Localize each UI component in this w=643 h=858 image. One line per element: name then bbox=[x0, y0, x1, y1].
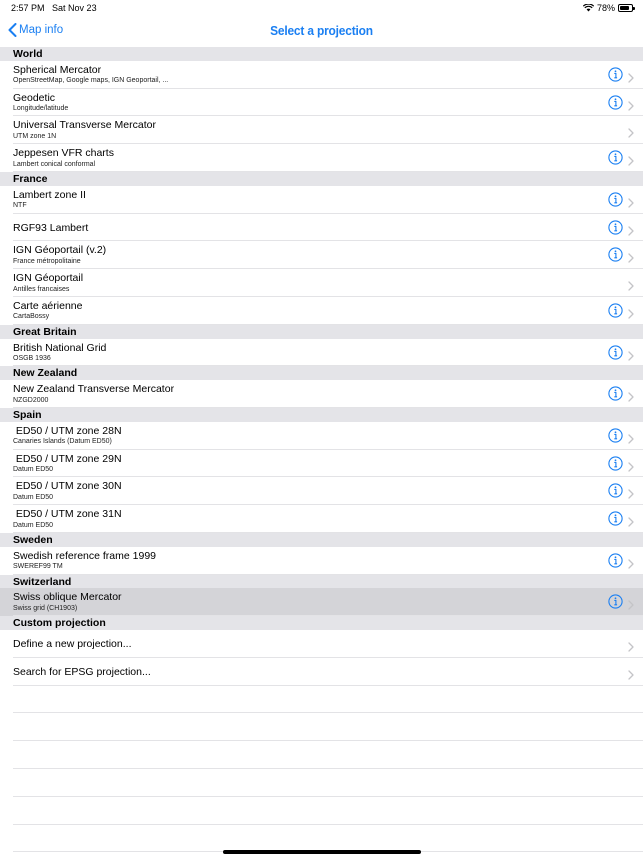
projection-subtitle: NZGD2000 bbox=[13, 396, 49, 404]
info-icon[interactable] bbox=[608, 456, 623, 471]
chevron-right-icon bbox=[628, 556, 634, 566]
info-icon[interactable] bbox=[608, 247, 623, 262]
projection-title: Swedish reference frame 1999 bbox=[13, 549, 156, 562]
section-header: Switzerland bbox=[0, 575, 643, 589]
status-time: 2:57 PM bbox=[11, 3, 45, 13]
chevron-right-icon bbox=[628, 667, 634, 677]
projection-row[interactable] bbox=[0, 116, 643, 144]
projection-subtitle: Datum ED50 bbox=[13, 521, 54, 529]
battery-icon bbox=[618, 4, 633, 12]
empty-row bbox=[0, 825, 643, 853]
projection-row[interactable] bbox=[0, 450, 643, 478]
projection-subtitle: SWEREF99 TM bbox=[13, 563, 63, 571]
battery-fill bbox=[620, 6, 629, 10]
battery-percent: 78% bbox=[596, 3, 615, 13]
empty-row bbox=[0, 797, 643, 825]
projection-subtitle: France métropolitaine bbox=[13, 257, 81, 265]
chevron-right-icon bbox=[628, 459, 634, 469]
projection-title: Jeppesen VFR charts bbox=[13, 147, 114, 160]
projection-title: British National Grid bbox=[13, 341, 107, 354]
projection-subtitle: UTM zone 1N bbox=[13, 132, 57, 140]
info-icon[interactable] bbox=[608, 67, 623, 82]
projection-subtitle: NTF bbox=[13, 202, 27, 210]
projection-row[interactable] bbox=[0, 422, 643, 450]
projection-title: ED50 / UTM zone 29N bbox=[13, 452, 122, 465]
page-title: Select a projection bbox=[270, 23, 373, 38]
projection-title: Geodetic bbox=[13, 91, 56, 104]
projection-title: IGN Géoportail (v.2) bbox=[13, 244, 107, 257]
projection-subtitle: Longitude/latitude bbox=[13, 105, 69, 113]
wifi-icon bbox=[583, 4, 594, 12]
projection-title: ED50 / UTM zone 31N bbox=[13, 508, 122, 521]
status-time-date bbox=[11, 3, 97, 13]
section-header: Custom projection bbox=[0, 616, 643, 630]
chevron-right-icon bbox=[628, 486, 634, 496]
projection-title: IGN Géoportail bbox=[13, 272, 84, 285]
chevron-right-icon bbox=[628, 639, 634, 649]
chevron-right-icon bbox=[628, 98, 634, 108]
projection-subtitle: Datum ED50 bbox=[13, 493, 54, 501]
info-icon[interactable] bbox=[608, 95, 623, 110]
projection-row[interactable] bbox=[0, 89, 643, 117]
section-header: France bbox=[0, 172, 643, 186]
chevron-right-icon bbox=[628, 431, 634, 441]
projection-row[interactable] bbox=[0, 214, 643, 242]
chevron-right-icon bbox=[628, 223, 634, 233]
projection-subtitle: OpenStreetMap, Google maps, IGN Geoportail, ... bbox=[13, 77, 169, 85]
chevron-right-icon bbox=[628, 514, 634, 524]
chevron-right-icon bbox=[628, 195, 634, 205]
projection-title: Carte aérienne bbox=[13, 299, 83, 312]
chevron-right-icon bbox=[628, 348, 634, 358]
info-icon[interactable] bbox=[608, 483, 623, 498]
empty-row bbox=[0, 769, 643, 797]
info-icon[interactable] bbox=[608, 428, 623, 443]
projection-subtitle: OSGB 1936 bbox=[13, 355, 51, 363]
projection-row[interactable] bbox=[0, 505, 643, 533]
info-icon[interactable] bbox=[608, 192, 623, 207]
status-right bbox=[583, 3, 633, 13]
section-header: World bbox=[0, 47, 643, 61]
projection-list[interactable] bbox=[0, 47, 643, 852]
projection-row[interactable] bbox=[0, 297, 643, 325]
chevron-right-icon bbox=[628, 597, 634, 607]
back-label: Map info bbox=[19, 24, 64, 36]
info-icon[interactable] bbox=[608, 345, 623, 360]
info-icon[interactable] bbox=[608, 150, 623, 165]
projection-title: Search for EPSG projection... bbox=[13, 665, 151, 678]
empty-row bbox=[0, 713, 643, 741]
status-bar bbox=[0, 0, 643, 14]
projection-title: RGF93 Lambert bbox=[13, 221, 89, 234]
chevron-right-icon bbox=[628, 250, 634, 260]
projection-subtitle: Canaries Islands (Datum ED50) bbox=[13, 438, 112, 446]
chevron-right-icon bbox=[628, 125, 634, 135]
info-icon[interactable] bbox=[608, 511, 623, 526]
home-indicator[interactable] bbox=[223, 850, 421, 854]
section-header: New Zealand bbox=[0, 366, 643, 380]
projection-row[interactable] bbox=[0, 186, 643, 214]
projection-subtitle: Datum ED50 bbox=[13, 466, 54, 474]
chevron-right-icon bbox=[628, 306, 634, 316]
chevron-right-icon bbox=[628, 389, 634, 399]
projection-title: New Zealand Transverse Mercator bbox=[13, 383, 175, 396]
chevron-right-icon bbox=[628, 70, 634, 80]
empty-row bbox=[0, 686, 643, 714]
chevron-right-icon bbox=[628, 153, 634, 163]
projection-subtitle: Antilles francaises bbox=[13, 285, 70, 293]
projection-row[interactable] bbox=[0, 339, 643, 367]
info-icon[interactable] bbox=[608, 594, 623, 609]
projection-row[interactable] bbox=[0, 658, 643, 686]
chevron-right-icon bbox=[628, 278, 634, 288]
projection-subtitle: Swiss grid (CH1903) bbox=[13, 604, 78, 612]
info-icon[interactable] bbox=[608, 220, 623, 235]
projection-row[interactable] bbox=[0, 630, 643, 658]
projection-row[interactable] bbox=[0, 477, 643, 505]
section-header: Sweden bbox=[0, 533, 643, 547]
projection-row[interactable] bbox=[0, 269, 643, 297]
projection-row[interactable] bbox=[0, 380, 643, 408]
projection-title: ED50 / UTM zone 30N bbox=[13, 480, 122, 493]
info-icon[interactable] bbox=[608, 386, 623, 401]
section-header: Spain bbox=[0, 408, 643, 422]
chevron-left-icon bbox=[8, 23, 17, 37]
projection-row[interactable] bbox=[0, 61, 643, 89]
empty-row bbox=[0, 741, 643, 769]
projection-title: Spherical Mercator bbox=[13, 63, 102, 76]
projection-title: Swiss oblique Mercator bbox=[13, 591, 122, 604]
projection-row[interactable] bbox=[0, 547, 643, 575]
navigation-bar bbox=[0, 14, 643, 48]
section-header: Great Britain bbox=[0, 325, 643, 339]
projection-subtitle: Lambert conical conformal bbox=[13, 160, 96, 168]
projection-title: Define a new projection... bbox=[13, 637, 132, 650]
info-icon[interactable] bbox=[608, 553, 623, 568]
status-date: Sat Nov 23 bbox=[52, 3, 97, 13]
projection-row[interactable] bbox=[0, 588, 643, 616]
projection-row[interactable] bbox=[0, 241, 643, 269]
projection-subtitle: CartaBossy bbox=[13, 313, 50, 321]
projection-title: Lambert zone II bbox=[13, 188, 86, 201]
projection-title: ED50 / UTM zone 28N bbox=[13, 424, 122, 437]
projection-row[interactable] bbox=[0, 144, 643, 172]
projection-title: Universal Transverse Mercator bbox=[13, 119, 156, 132]
info-icon[interactable] bbox=[608, 303, 623, 318]
